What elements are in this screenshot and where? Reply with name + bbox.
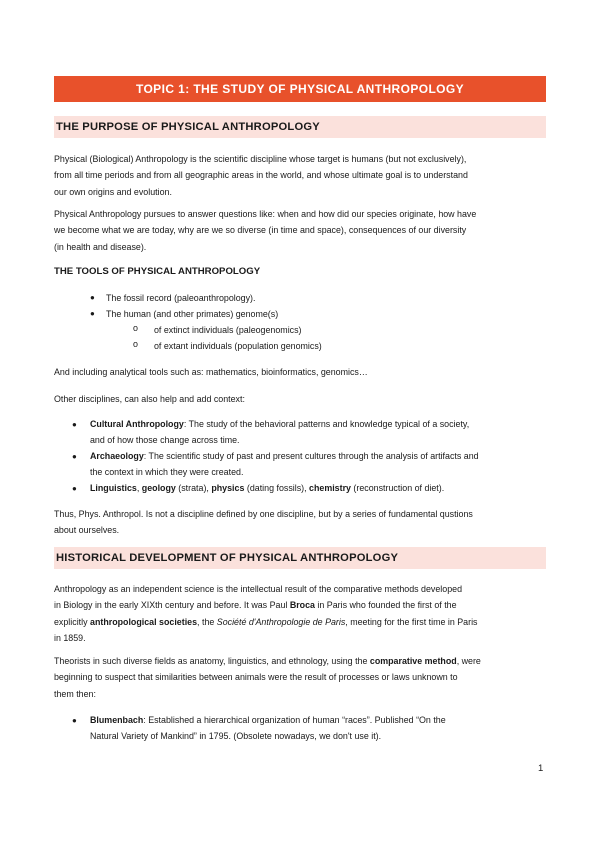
discipline-name: Blumenbach	[90, 715, 144, 725]
line: Physical Anthropology pursues to answer questions like: when and how did our species originate, how have	[54, 209, 477, 219]
discipline-desc: : The scientific study of past and present cultures through the analysis of artifacts and	[143, 451, 479, 461]
discipline-desc-cont: the context in which they were created.	[90, 467, 244, 478]
bullet-icon: ●	[72, 452, 77, 461]
line: Physical (Biological) Anthropology is the scientific discipline whose target is humans (but not exclusively),	[54, 154, 467, 164]
discipline-name: physics	[211, 483, 245, 493]
tool-item: The human (and other primates) genome(s)	[106, 309, 279, 319]
tool-item: The fossil record (paleoanthropology).	[106, 293, 256, 303]
section-heading-purpose: THE PURPOSE OF PHYSICAL ANTHROPOLOGY	[54, 116, 546, 138]
line: Thus, Phys. Anthropol. Is not a discipline defined by one discipline, but by a series of fundamental qustions	[54, 509, 473, 519]
discipline-item	[90, 480, 444, 496]
discipline-item	[90, 448, 546, 481]
line	[54, 653, 546, 669]
line	[54, 614, 546, 630]
text-italic: Société d'Anthropologie de Paris	[216, 616, 346, 627]
circle-bullet-icon: o	[133, 339, 138, 349]
history-paragraph-1	[54, 581, 546, 646]
bullet-icon: ●	[72, 484, 77, 493]
blumenbach-item	[90, 712, 546, 745]
text: (reconstruction of diet).	[350, 483, 445, 493]
text-bold: comparative method	[369, 656, 457, 666]
discipline-name: Linguistics	[90, 483, 137, 493]
text: Natural Variety of Mankind” in 1795. (Obsolete nowadays, we don't use it).	[90, 731, 382, 742]
analytical-tools-line: And including analytical tools such as: mathematics, bioinformatics, genomics…	[54, 367, 368, 377]
text: explicitly	[54, 616, 91, 627]
page-number: 1	[538, 763, 544, 774]
text-bold: Broca	[289, 600, 315, 611]
text: in Paris who founded the first of the	[314, 600, 457, 611]
circle-bullet-icon: o	[133, 323, 138, 333]
text-bold: anthropological societies	[90, 616, 198, 627]
tool-subitem: of extant individuals (population genomics)	[154, 341, 322, 351]
discipline-item	[90, 416, 546, 449]
text: , the	[197, 616, 217, 627]
discipline-desc-cont: and of how those change across time.	[90, 435, 240, 446]
line: we become what we are today, why are we so diverse (in time and space), consequences of our diversity	[54, 225, 467, 236]
line: in 1859.	[54, 632, 86, 643]
text: (strata),	[175, 483, 212, 493]
purpose-paragraph-1	[54, 151, 546, 200]
text: (dating fossils),	[244, 483, 310, 493]
line: from all time periods and from all geographic areas in the world, and whose ultimate goal is to understand	[54, 170, 468, 181]
text: : Established a hierarchical organization of human “races”. Published “On the	[143, 715, 446, 725]
tools-heading: THE TOOLS OF PHYSICAL ANTHROPOLOGY	[54, 266, 261, 277]
text: , meeting for the first time in Paris	[345, 616, 478, 627]
text: Theorists in such diverse fields as anatomy, linguistics, and ethnology, using the	[54, 656, 370, 666]
line: beginning to suspect that similarities between animals were the result of processes or laws unknown to	[54, 672, 458, 683]
text: , were	[456, 656, 481, 666]
history-paragraph-2	[54, 653, 546, 702]
bullet-icon: ●	[72, 420, 77, 429]
line: (in health and disease).	[54, 241, 147, 252]
discipline-name: Archaeology	[90, 451, 144, 461]
line: them then:	[54, 688, 96, 699]
bullet-icon: ●	[72, 716, 77, 725]
discipline-name: chemistry	[309, 483, 351, 493]
line: about ourselves.	[54, 525, 120, 536]
text: in Biology in the early XIXth century and before. It was Paul	[54, 600, 290, 611]
text: ,	[136, 483, 142, 493]
topic-banner: TOPIC 1: THE STUDY OF PHYSICAL ANTHROPOLOGY	[54, 76, 546, 102]
purpose-paragraph-2	[54, 206, 546, 255]
discipline-name: geology	[141, 483, 176, 493]
discipline-desc: : The study of the behavioral patterns and knowledge typical of a society,	[183, 419, 470, 429]
line	[54, 597, 546, 613]
tool-subitem: of extinct individuals (paleogenomics)	[154, 325, 302, 335]
discipline-name: Cultural Anthropology	[90, 419, 184, 429]
section-heading-history: HISTORICAL DEVELOPMENT OF PHYSICAL ANTHROPOLOGY	[54, 547, 546, 569]
bullet-icon: ●	[90, 309, 95, 318]
thus-paragraph	[54, 506, 546, 539]
line: Anthropology as an independent science is the intellectual result of the comparative methods developed	[54, 584, 463, 594]
line: our own origins and evolution.	[54, 186, 172, 197]
other-disciplines-intro: Other disciplines, can also help and add context:	[54, 394, 245, 404]
bullet-icon: ●	[90, 293, 95, 302]
